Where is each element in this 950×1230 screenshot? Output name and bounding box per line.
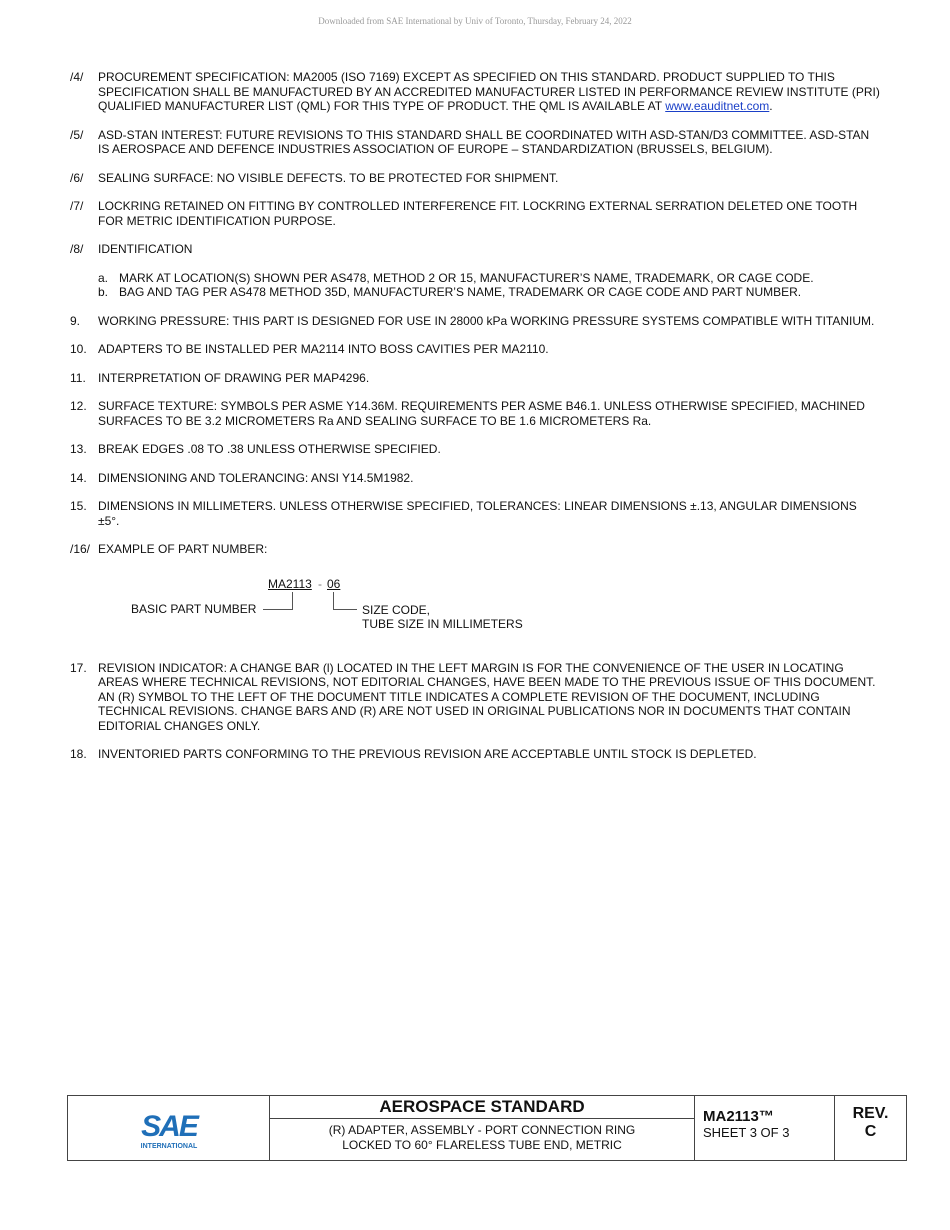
note-12 xyxy=(70,399,880,428)
note-text: ASD-STAN INTEREST: FUTURE REVISIONS TO THIS STANDARD SHALL BE COORDINATED WITH ASD-STAN/D3 COMMITTEE. ASD-STAN IS AEROSPACE AND DEFENCE INDUSTRIES ASSOCIATION OF EUROPE – STANDARDIZATION (BRUSSELS, BELGIUM). xyxy=(98,127,870,156)
sheet-indicator: SHEET 3 OF 3 xyxy=(703,1125,790,1140)
note-number: 14. xyxy=(70,470,87,485)
note-9 xyxy=(70,314,880,329)
note-number: 9. xyxy=(70,313,81,328)
note-number: /8/ xyxy=(70,242,84,256)
note-text: REVISION INDICATOR: A CHANGE BAR (l) LOCATED IN THE LEFT MARGIN IS FOR THE CONVENIENCE OF THE USER IN LOCATING AREAS WHERE TECHNICAL REVISIONS, NOT EDITORIAL CHANGES, HAVE BEEN MADE TO THE PREVIOUS ISSUE OF THIS DOCUMENT. AN (R) SYMBOL TO THE LEFT OF THE DOCUMENT TITLE INDICATES A COMPLETE REVISION OF THE DOCUMENT, INCLUDING TECHNICAL REVISIONS. CHANGE BARS AND (R) ARE NOT USED IN ORIGINAL PUBLICATIONS NOR IN DOCUMENTS THAT CONTAIN EDITORIAL CHANGES ONLY. xyxy=(98,660,876,733)
document-title xyxy=(270,1119,694,1160)
note-16 xyxy=(70,542,880,557)
note-18 xyxy=(70,747,880,762)
note-11 xyxy=(70,371,880,386)
note-text-end: . xyxy=(769,99,773,113)
size-code-label: SIZE CODE, xyxy=(362,602,431,617)
note-text: LOCKRING RETAINED ON FITTING BY CONTROLLED INTERFERENCE FIT. LOCKRING EXTERNAL SERRATION DELETED ONE TOOTH FOR METRIC IDENTIFICATION PURPOSE. xyxy=(98,199,858,228)
eauditnet-link[interactable]: www.eauditnet.com xyxy=(665,99,770,113)
note-number: 12. xyxy=(70,399,87,413)
note-number: /4/ xyxy=(70,70,84,84)
note-15 xyxy=(70,499,880,528)
leader-line-basic-horizontal xyxy=(263,609,293,610)
basic-part-number-value: MA2113 xyxy=(268,576,312,591)
subitem-text: MARK AT LOCATION(S) SHOWN PER AS478, METHOD 2 OR 15, MANUFACTURER’S NAME, TRADEMARK, OR CAGE CODE. xyxy=(119,270,814,285)
note-number: /7/ xyxy=(70,199,84,213)
note-14 xyxy=(70,471,880,486)
note-number: /6/ xyxy=(70,170,84,185)
subitem-letter: a. xyxy=(98,270,109,285)
note-text: INTERPRETATION OF DRAWING PER MAP4296. xyxy=(98,370,370,385)
note-text: SEALING SURFACE: NO VISIBLE DEFECTS. TO BE PROTECTED FOR SHIPMENT. xyxy=(98,170,559,185)
note-number: 10. xyxy=(70,342,87,356)
note-text: INVENTORIED PARTS CONFORMING TO THE PREVIOUS REVISION ARE ACCEPTABLE UNTIL STOCK IS DEPLETED. xyxy=(98,747,757,761)
leader-line-size-horizontal xyxy=(333,609,357,610)
note-5 xyxy=(70,128,880,157)
note-text: WORKING PRESSURE: THIS PART IS DESIGNED FOR USE IN 28000 kPa WORKING PRESSURE SYSTEMS COMPATIBLE WITH TITANIUM. xyxy=(98,313,875,328)
note-8 xyxy=(70,242,880,300)
note-text: EXAMPLE OF PART NUMBER: xyxy=(98,542,268,556)
note-number: 17. xyxy=(70,660,87,675)
document-number: MA2113™ xyxy=(703,1108,774,1125)
notes-list xyxy=(70,70,880,776)
subitem-b xyxy=(98,285,880,300)
note-text: PROCUREMENT SPECIFICATION: MA2005 (ISO 7169) EXCEPT AS SPECIFIED ON THIS STANDARD. PRODUCT SUPPLIED TO THIS SPECIFICATION SHALL BE MANUFACTURED BY AN ACCREDITED MANUFACTURER LISTED IN PERFORMANCE REVIEW INSTITUTE (PRI) QUALIFIED MANUFACTURER LIST (QML) FOR THIS TYPE OF PRODUCT. THE QML IS AVAILABLE AT xyxy=(98,70,880,113)
leader-line-size-vertical xyxy=(333,592,334,609)
note-number: /16/ xyxy=(70,542,91,556)
download-banner: Downloaded from SAE International by Univ of Toronto, Thursday, February 24, 2022 xyxy=(318,16,632,26)
note-10 xyxy=(70,342,880,357)
note-number: 15. xyxy=(70,499,87,513)
note-text: DIMENSIONS IN MILLIMETERS. UNLESS OTHERWISE SPECIFIED, TOLERANCES: LINEAR DIMENSIONS ±.13, ANGULAR DIMENSIONS ±5°. xyxy=(98,499,857,528)
title-block xyxy=(67,1095,907,1161)
leader-line-basic-vertical xyxy=(292,592,293,609)
note-4 xyxy=(70,70,880,114)
note-number: /5/ xyxy=(70,127,84,142)
svg-text:INTERNATIONAL: INTERNATIONAL xyxy=(140,1143,197,1150)
subitem-letter: b. xyxy=(98,285,109,299)
tube-size-label: TUBE SIZE IN MILLIMETERS xyxy=(362,616,523,631)
note-6 xyxy=(70,171,880,186)
svg-text:SAE: SAE xyxy=(140,1110,197,1143)
sae-logo xyxy=(68,1096,270,1160)
note-text: DIMENSIONING AND TOLERANCING: ANSI Y14.5M1982. xyxy=(98,470,414,485)
note-number: 13. xyxy=(70,442,87,456)
identification-subitems xyxy=(98,271,880,300)
document-title-line-1: (R) ADAPTER, ASSEMBLY - PORT CONNECTION RING xyxy=(328,1123,636,1137)
revision-value: C xyxy=(864,1123,877,1140)
note-text: IDENTIFICATION xyxy=(98,242,193,256)
subitem-a xyxy=(98,271,880,286)
revision-cell xyxy=(835,1096,906,1160)
note-number: 11. xyxy=(70,370,86,385)
note-text: BREAK EDGES .08 TO .38 UNLESS OTHERWISE SPECIFIED. xyxy=(98,442,441,456)
revision-label: REV. xyxy=(852,1105,889,1122)
part-number-diagram xyxy=(70,571,880,653)
standard-heading: AEROSPACE STANDARD xyxy=(270,1096,694,1119)
sae-logo-icon xyxy=(129,1104,209,1152)
size-code-value: 06 xyxy=(327,576,341,591)
part-number-dash: - xyxy=(318,576,322,591)
document-title-line-2: LOCKED TO 60° FLARELESS TUBE END, METRIC xyxy=(342,1138,622,1152)
subitem-text: BAG AND TAG PER AS478 METHOD 35D, MANUFACTURER’S NAME, TRADEMARK OR CAGE CODE AND PART NUMBER. xyxy=(119,285,802,299)
note-number: 18. xyxy=(70,747,87,761)
note-13 xyxy=(70,442,880,457)
note-text: ADAPTERS TO BE INSTALLED PER MA2114 INTO BOSS CAVITIES PER MA2110. xyxy=(98,342,549,356)
note-text: SURFACE TEXTURE: SYMBOLS PER ASME Y14.36M. REQUIREMENTS PER ASME B46.1. UNLESS OTHERWISE SPECIFIED, MACHINED SURFACES TO BE 3.2 MICROMETERS Ra AND SEALING SURFACE TO BE 1.6 MICROMETERS Ra. xyxy=(98,399,865,428)
note-17 xyxy=(70,661,880,734)
note-7 xyxy=(70,199,880,228)
basic-part-number-label: BASIC PART NUMBER xyxy=(131,601,257,616)
